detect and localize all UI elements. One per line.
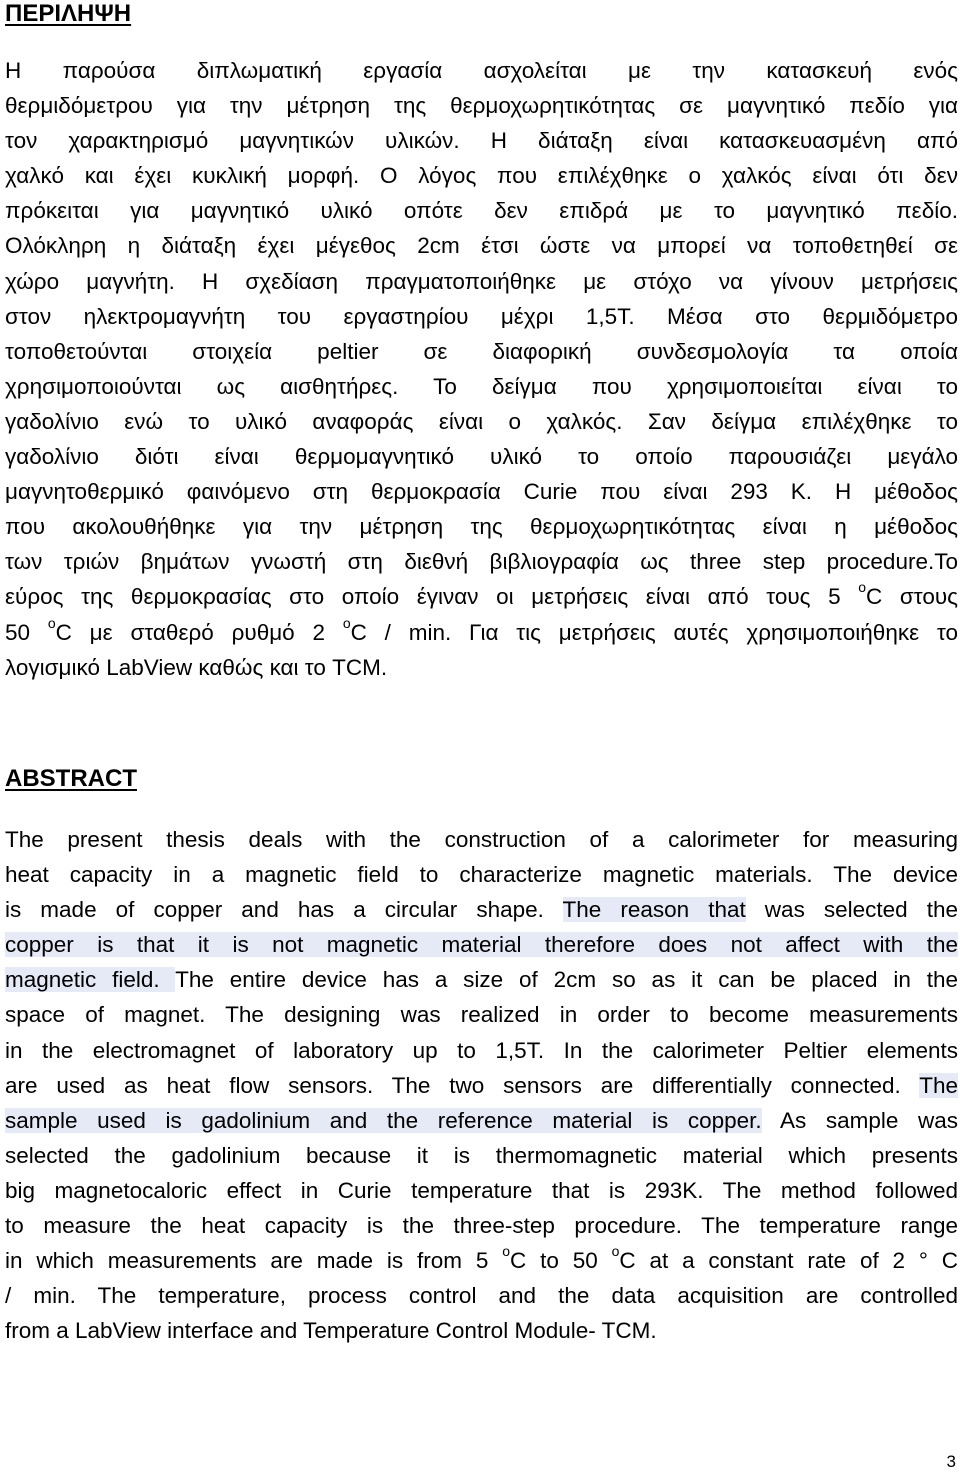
greek-abstract-heading: ΠΕΡΙΛΗΨΗ [5,0,132,27]
text-segment: γαδολίνιο ενώ το υλικό αναφοράς είναι ο χαλκός. Σαν δείγμα επιλέχθηκε το [5,408,958,434]
text-line [5,53,958,88]
text-segment: space of magnet. The designing was realized in order to become measurements [5,1002,958,1028]
text-segment: C to 50 [509,1248,612,1274]
text-segment: / min. The temperature, process control and the data acquisition are controlled [5,1283,958,1309]
text-line [5,509,958,544]
text-segment: C στους [866,584,958,610]
text-segment: τοποθετούνται στοιχεία peltier σε διαφορική συνδεσμολογία τα οποία [5,338,958,364]
english-abstract-paragraph [5,822,958,1348]
text-line [5,123,958,158]
text-segment: to measure the heat capacity is the three-step procedure. The temperature range [5,1213,958,1239]
text-line [5,1173,958,1208]
text-segment: C / min. Για τις μετρήσεις αυτές χρησιμοποιήθηκε το [350,619,958,645]
text-line [5,997,958,1032]
text-line [5,264,958,299]
text-line [5,404,958,439]
text-segment: γαδολίνιο διότι είναι θερμομαγνητικό υλικό το οποίο παρουσιάζει μεγάλο [5,444,958,470]
text-line [5,1138,958,1173]
text-line [5,228,958,263]
text-segment: heat capacity in a magnetic field to characterize magnetic materials. The device [5,862,958,888]
text-segment: was selected the [745,897,958,923]
text-line [5,1033,958,1068]
text-segment: λογισμικό LabView καθώς και το TCM. [5,654,388,680]
text-line [5,822,958,857]
text-line [5,369,958,404]
text-segment: χώρο μαγνήτη. Η σχεδίαση πραγματοποιήθηκε με στόχο να γίνουν μετρήσεις [5,268,958,294]
text-line [5,299,958,334]
text-segment: Ολόκληρη η διάταξη έχει μέγεθος 2cm έτσι ώστε να μπορεί να τοποθετηθεί σε [5,233,958,259]
text-segment: C at a constant rate of 2 ° C [619,1248,959,1274]
text-segment: in the electromagnet of laboratory up to 1,5T. In the calorimeter Peltier elements [5,1037,958,1063]
text-line [5,1208,958,1243]
degree-superscript: o [858,579,867,596]
text-line [5,474,958,509]
text-segment: from a LabView interface and Temperature Control Module- TCM. [5,1318,657,1344]
highlighted-text: The [919,1072,958,1098]
text-segment: in which measurements are made is from 5 [5,1248,503,1274]
highlighted-text: sample used is gadolinium and the reference material is copper. [5,1107,762,1133]
text-line [5,193,958,228]
text-line [5,544,958,579]
text-segment: big magnetocaloric effect in Curie temperature that is 293K. The method followed [5,1177,958,1203]
text-segment: Η παρούσα διπλωματική εργασία ασχολείται με την κατασκευή ενός [5,58,958,83]
text-segment: As sample was [761,1107,958,1133]
greek-abstract-paragraph [5,53,958,685]
text-line [5,88,958,123]
text-line [5,1103,958,1138]
highlighted-text: The reason that [562,897,746,923]
degree-superscript: o [47,614,56,631]
degree-superscript: o [611,1243,620,1260]
text-segment: πρόκειται για μαγνητικό υλικό οπότε δεν επιδρά με το μαγνητικό πεδίο. [5,198,958,224]
text-segment: χαλκό και έχει κυκλική μορφή. Ο λόγος που επιλέχθηκε ο χαλκός είναι ότι δεν [5,163,958,189]
text-segment: The present thesis deals with the construction of a calorimeter for measuring [5,827,958,852]
text-line [5,1243,958,1278]
text-segment: is made of copper and has a circular shape. [5,897,563,923]
text-line [5,158,958,193]
text-line [5,1068,958,1103]
text-segment: που ακολουθήθηκε για την μέτρηση της θερμοχωρητικότητας είναι η μέθοδος [5,514,958,540]
text-line [5,615,958,650]
text-line [5,579,958,614]
text-line [5,1278,958,1313]
text-line [5,962,958,997]
text-segment: τον χαρακτηρισμό μαγνητικών υλικών. Η διάταξη είναι κατασκευασμένη από [5,128,958,154]
text-segment: 50 [5,619,48,645]
text-segment: χρησιμοποιούνται ως αισθητήρες. Το δείγμα που χρησιμοποιείται είναι το [5,373,958,399]
english-abstract-heading: ABSTRACT [5,765,137,792]
text-segment: θερμιδόμετρου για την μέτρηση της θερμοχωρητικότητας σε μαγνητικό πεδίο για [5,93,958,119]
highlighted-text: magnetic field. [5,967,176,993]
degree-superscript: o [342,614,351,631]
text-line [5,650,958,685]
text-segment: are used as heat flow sensors. The two sensors are differentially connected. [5,1072,920,1098]
text-line [5,927,958,962]
text-line [5,334,958,369]
text-segment: The entire device has a size of 2cm so as it can be placed in the [175,967,958,993]
page-number: 3 [946,1452,956,1471]
text-line [5,892,958,927]
highlighted-text: copper is that it is not magnetic material therefore does not affect with the [5,932,958,958]
text-line [5,439,958,474]
text-line [5,1313,958,1348]
text-segment: των τριών βημάτων γνωστή στη διεθνή βιβλιογραφία ως three step procedure.Το [5,549,958,575]
degree-superscript: o [502,1243,510,1260]
text-segment: εύρος της θερμοκρασίας στο οποίο έγιναν οι μετρήσεις είναι από τους 5 [5,584,859,610]
text-segment: selected the gadolinium because it is thermomagnetic material which presents [5,1142,958,1168]
text-segment: στον ηλεκτρομαγνήτη του εργαστηρίου μέχρι 1,5T. Μέσα στο θερμιδόμετρο [5,303,958,329]
text-segment: C με σταθερό ρυθμό 2 [55,619,343,645]
text-line [5,857,958,892]
text-segment: μαγνητοθερμικό φαινόμενο στη θερμοκρασία Curie που είναι 293 K. Η μέθοδος [5,479,958,505]
